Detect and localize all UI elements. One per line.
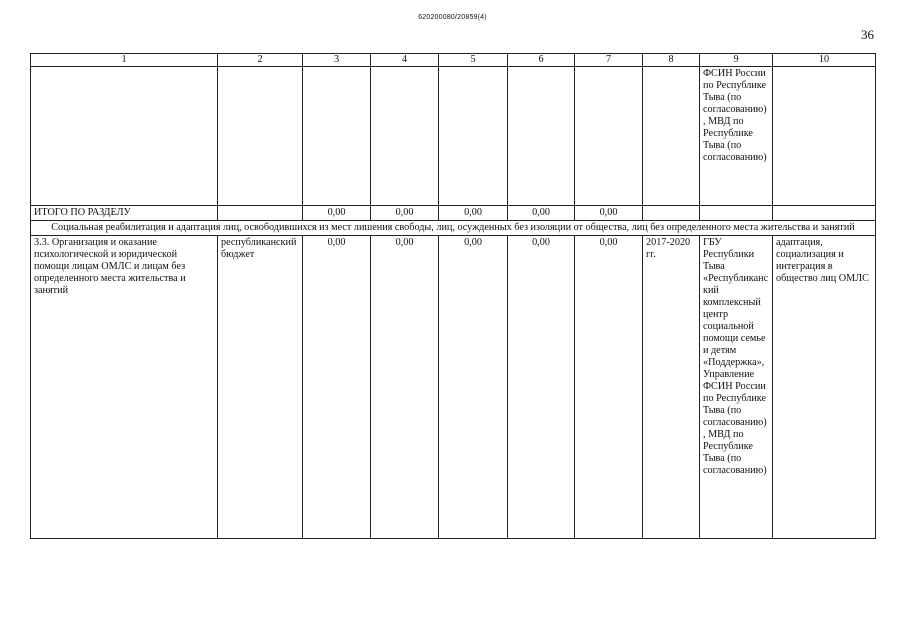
cell-period: 2017-2020 гг. [643, 236, 700, 539]
column-header: 4 [371, 54, 439, 67]
total-label: ИТОГО ПО РАЗДЕЛУ [31, 206, 218, 221]
page-number: 36 [861, 27, 874, 42]
cell-period [643, 67, 700, 206]
cell-name: 3.3. Организация и оказание психологической и юридической помощи лицам ОМЛС и лицам без определенного места жительства и занятий [31, 236, 218, 539]
document-id: 620200080/20859(4) [418, 14, 487, 21]
column-header: 3 [303, 54, 371, 67]
cell-empty [643, 206, 700, 221]
cell-responsible: ГБУ Республики Тыва «Республиканский комплексный центр социальной помощи семье и детям «Поддержка», Управление ФСИН России по Республике Тыва (по согласованию), МВД по Республике Тыва (по согласованию) [700, 236, 773, 539]
section-title-row [31, 221, 876, 236]
cell-value: 0,00 [575, 236, 643, 539]
cell-name [31, 67, 218, 206]
cell-value [371, 67, 439, 206]
total-value: 0,00 [371, 206, 439, 221]
total-value: 0,00 [575, 206, 643, 221]
cell-value: 0,00 [439, 236, 508, 539]
cell-empty [700, 206, 773, 221]
column-header: 5 [439, 54, 508, 67]
table-row-3-3 [31, 236, 876, 539]
cell-responsible: ФСИН России по Республике Тыва (по согласованию), МВД по Республике Тыва (по согласованию) [700, 67, 773, 206]
cell-funding-source [218, 67, 303, 206]
column-header: 2 [218, 54, 303, 67]
cell-value [575, 67, 643, 206]
program-table [30, 53, 876, 539]
cell-empty [773, 206, 876, 221]
total-value: 0,00 [303, 206, 371, 221]
table-row-total [31, 206, 876, 221]
total-value: 0,00 [439, 206, 508, 221]
cell-value: 0,00 [508, 236, 575, 539]
column-header: 9 [700, 54, 773, 67]
cell-value [303, 67, 371, 206]
cell-empty [218, 206, 303, 221]
column-header: 7 [575, 54, 643, 67]
column-header: 1 [31, 54, 218, 67]
total-value: 0,00 [508, 206, 575, 221]
cell-value [439, 67, 508, 206]
cell-value: 0,00 [371, 236, 439, 539]
column-header: 10 [773, 54, 876, 67]
table-header-row [31, 54, 876, 67]
section-title: Социальная реабилитация и адаптация лиц, освободившихся из мест лишения свободы, лиц, осужденных без изоляции от общества, лиц без определенного места жительства и занятий [31, 221, 876, 236]
cell-funding-source: республиканский бюджет [218, 236, 303, 539]
cell-value: 0,00 [303, 236, 371, 539]
cell-result: адаптация, социализация и интеграция в общество лиц ОМЛС [773, 236, 876, 539]
cell-result [773, 67, 876, 206]
cell-value [508, 67, 575, 206]
column-header: 6 [508, 54, 575, 67]
column-header: 8 [643, 54, 700, 67]
table-row-continuation [31, 67, 876, 206]
